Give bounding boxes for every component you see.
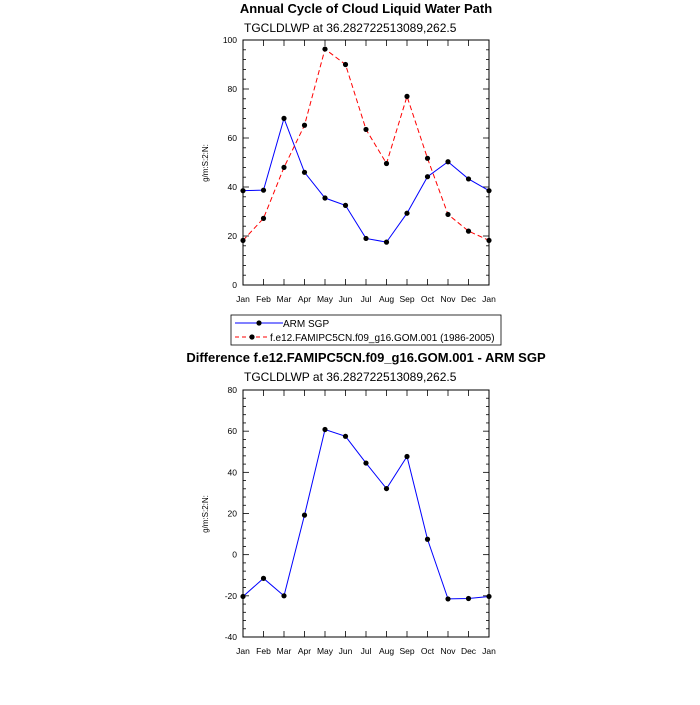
y-tick-label: 20	[227, 231, 237, 241]
data-point-series-0	[261, 576, 266, 581]
x-tick-label: Nov	[440, 294, 456, 304]
x-tick-label: Jan	[482, 294, 496, 304]
x-tick-label: Nov	[440, 646, 456, 656]
x-tick-label: May	[316, 294, 334, 304]
data-point-series-1	[322, 46, 327, 51]
y-tick-label: -40	[224, 632, 237, 642]
y-tick-label: 80	[227, 385, 237, 395]
data-point-series-0	[363, 236, 368, 241]
data-point-series-0	[363, 460, 368, 465]
data-point-series-0	[281, 116, 286, 121]
x-tick-label: Jan	[482, 646, 496, 656]
y-tick-labels	[225, 385, 238, 642]
data-point-series-0	[343, 203, 348, 208]
plot-frame	[243, 390, 489, 637]
data-point-series-0	[466, 176, 471, 181]
legend-label-model: f.e12.FAMIPC5CN.f09_g16.GOM.001 (1986-2005)	[270, 333, 495, 344]
x-tick-label: Jul	[360, 294, 372, 304]
x-tick-label: Mar	[276, 294, 292, 304]
x-tick-label: Dec	[460, 294, 477, 304]
y-tick-label: 0	[232, 280, 237, 290]
plot-frame	[243, 40, 489, 285]
x-tick-label: Oct	[420, 646, 435, 656]
y-tick-label: 80	[227, 84, 237, 94]
data-point-series-0	[343, 434, 348, 439]
y-tick-label: 0	[232, 549, 237, 560]
chart-subtitle: TGCLDLWP at 36.282722513089,262.5	[244, 370, 457, 384]
data-point-series-0	[322, 195, 327, 200]
data-point-series-0	[261, 188, 266, 193]
y-tick-label: 20	[227, 508, 237, 519]
data-point-series-1	[281, 165, 286, 170]
y-tick-label: 40	[227, 182, 237, 192]
x-tick-label: Aug	[378, 646, 395, 656]
data-point-series-0	[404, 454, 409, 459]
x-tick-label: Aug	[378, 294, 395, 304]
x-tick-label: Jul	[360, 646, 372, 656]
data-point-series-0	[445, 159, 450, 164]
data-point-series-1	[343, 62, 348, 67]
data-point-series-1	[302, 123, 307, 128]
x-tick-label: Apr	[297, 646, 312, 656]
data-point-series-0	[322, 427, 327, 432]
data-point-series-1	[384, 161, 389, 166]
data-point-series-1	[466, 229, 471, 234]
data-point-series-1	[363, 127, 368, 132]
data-point-series-1	[261, 216, 266, 221]
y-tick-label: -20	[224, 590, 237, 601]
data-point-series-0	[445, 596, 450, 601]
x-tick-label: Apr	[297, 294, 312, 304]
chart-title: Annual Cycle of Cloud Liquid Water Path	[239, 1, 493, 16]
y-tick-label: 60	[227, 426, 237, 437]
chart-title: Difference f.e12.FAMIPC5CN.f09_g16.GOM.001 - ARM SGP	[186, 350, 546, 365]
x-tick-label: Mar	[276, 646, 292, 656]
data-point-series-1	[445, 212, 450, 217]
y-axis-label: g/m:S:2:N:	[201, 495, 210, 533]
x-tick-label: Feb	[256, 646, 271, 656]
chart-subtitle: TGCLDLWP at 36.282722513089,262.5	[244, 21, 457, 35]
annual-cycle-panel	[201, 1, 496, 304]
x-tick-label: Jun	[338, 294, 353, 304]
tick-marks	[243, 390, 489, 637]
data-point-series-0	[302, 513, 307, 518]
x-tick-labels	[236, 646, 496, 656]
data-point-series-0	[425, 174, 430, 179]
data-point-series-0	[302, 170, 307, 175]
data-point-series-1	[425, 156, 430, 161]
data-point-series-0	[384, 240, 389, 245]
x-tick-labels	[236, 294, 496, 304]
data-point-series-0	[466, 596, 471, 601]
legend-label-arm-sgp: ARM SGP	[283, 319, 330, 330]
y-tick-label: 60	[227, 133, 237, 143]
data-point-series-0	[404, 211, 409, 216]
y-tick-label: 100	[222, 35, 237, 45]
legend-marker-arm-sgp	[256, 320, 261, 325]
difference-panel	[186, 350, 546, 656]
y-tick-label: 40	[227, 467, 237, 478]
x-tick-label: Sep	[399, 294, 415, 304]
y-axis-label: g/m:S:2:N:	[201, 144, 210, 182]
tick-marks	[243, 40, 489, 285]
x-tick-label: Jan	[236, 294, 250, 304]
legend	[231, 315, 501, 345]
series-line-0	[243, 118, 489, 242]
x-tick-label: Dec	[460, 646, 477, 656]
x-tick-label: Jan	[236, 646, 250, 656]
x-tick-label: May	[316, 646, 334, 656]
data-point-series-0	[425, 537, 430, 542]
data-point-series-1	[404, 94, 409, 99]
x-tick-label: Feb	[256, 294, 271, 304]
series-line-0	[243, 430, 489, 599]
x-tick-label: Jun	[338, 646, 353, 656]
data-series	[240, 427, 491, 602]
series-line-1	[243, 49, 489, 240]
legend-marker-model	[249, 334, 254, 339]
x-tick-label: Oct	[420, 294, 435, 304]
data-series	[240, 46, 491, 244]
x-tick-label: Sep	[399, 646, 415, 656]
data-point-series-0	[281, 593, 286, 598]
data-point-series-0	[384, 486, 389, 491]
y-tick-labels	[223, 35, 237, 290]
legend-entry-model	[235, 333, 495, 344]
